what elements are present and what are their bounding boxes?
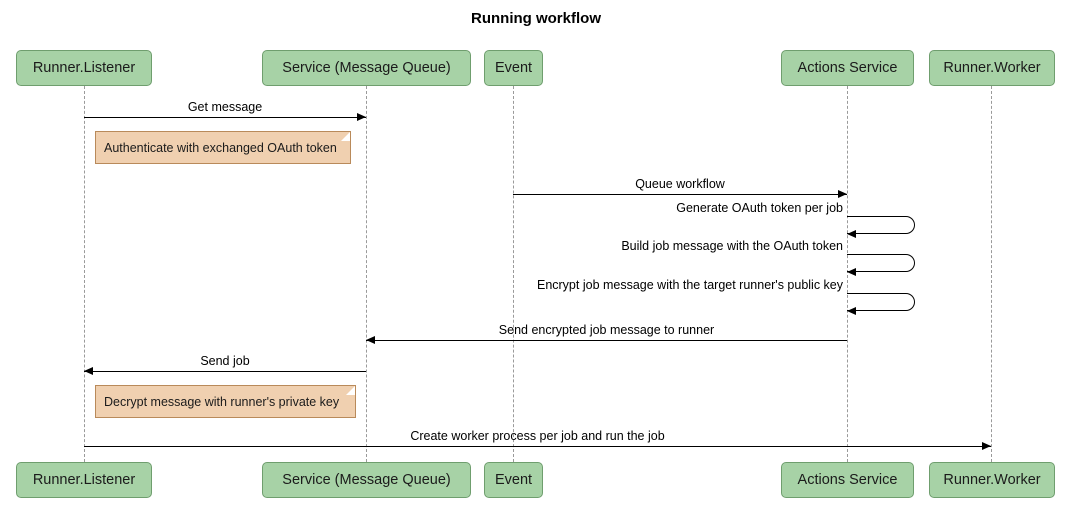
arrow-head-encrypt-job-message [847, 307, 856, 315]
message-label-encrypt-job-message: Encrypt job message with the target runner's public key [536, 278, 843, 292]
authenticate-note [95, 131, 351, 164]
actor-label: Runner.Worker [943, 60, 1041, 76]
actor-label: Actions Service [797, 472, 898, 488]
actor-bottom-runner-worker [929, 462, 1055, 498]
actor-bottom-runner-listener [16, 462, 152, 498]
message-line-create-worker-process [84, 446, 991, 447]
actor-label: Service (Message Queue) [282, 472, 451, 488]
actor-label: Runner.Listener [32, 472, 136, 488]
note-label: Decrypt message with runner's private key [104, 394, 340, 409]
message-line-get-message [84, 117, 366, 118]
message-label-queue-workflow: Queue workflow [635, 177, 725, 191]
arrow-head-generate-oauth-token-per-job [847, 230, 856, 238]
actor-top-actions-service [781, 50, 914, 86]
decrypt-note [95, 385, 356, 418]
actor-label: Runner.Listener [32, 60, 136, 76]
arrow-head-create-worker-process [982, 442, 991, 450]
message-label-build-job-message: Build job message with the OAuth token [621, 239, 843, 253]
message-label-get-message: Get message [187, 100, 263, 114]
actor-bottom-event [484, 462, 543, 498]
message-label-generate-oauth-token-per-job: Generate OAuth token per job [676, 201, 843, 215]
message-label-send-encrypted-job-message: Send encrypted job message to runner [498, 323, 715, 337]
actor-label: Service (Message Queue) [282, 60, 451, 76]
message-label-create-worker-process: Create worker process per job and run the job [410, 429, 665, 443]
self-loop-encrypt-job-message [847, 293, 915, 311]
lifeline-service-message-queue [366, 86, 367, 462]
actor-top-service-message-queue [262, 50, 471, 86]
actor-label: Event [494, 472, 533, 488]
lifeline-runner-worker [991, 86, 992, 462]
actor-label: Actions Service [797, 60, 898, 76]
arrow-head-get-message [357, 113, 366, 121]
actor-bottom-service-message-queue [262, 462, 471, 498]
message-label-send-job: Send job [200, 354, 250, 368]
actor-bottom-actions-service [781, 462, 914, 498]
actor-top-runner-listener [16, 50, 152, 86]
self-loop-generate-oauth-token-per-job [847, 216, 915, 234]
lifeline-event [513, 86, 514, 462]
arrow-head-queue-workflow [838, 190, 847, 198]
lifeline-runner-listener [84, 86, 85, 462]
arrow-head-send-job [84, 367, 93, 375]
arrow-head-build-job-message [847, 268, 856, 276]
actor-top-runner-worker [929, 50, 1055, 86]
arrow-head-send-encrypted-job-message [366, 336, 375, 344]
message-line-send-job [84, 371, 366, 372]
self-loop-build-job-message [847, 254, 915, 272]
message-line-queue-workflow [513, 194, 847, 195]
actor-top-event [484, 50, 543, 86]
page-title: Running workflow [471, 10, 601, 27]
message-line-send-encrypted-job-message [366, 340, 847, 341]
actor-label: Runner.Worker [943, 472, 1041, 488]
actor-label: Event [494, 60, 533, 76]
note-label: Authenticate with exchanged OAuth token [104, 140, 337, 155]
